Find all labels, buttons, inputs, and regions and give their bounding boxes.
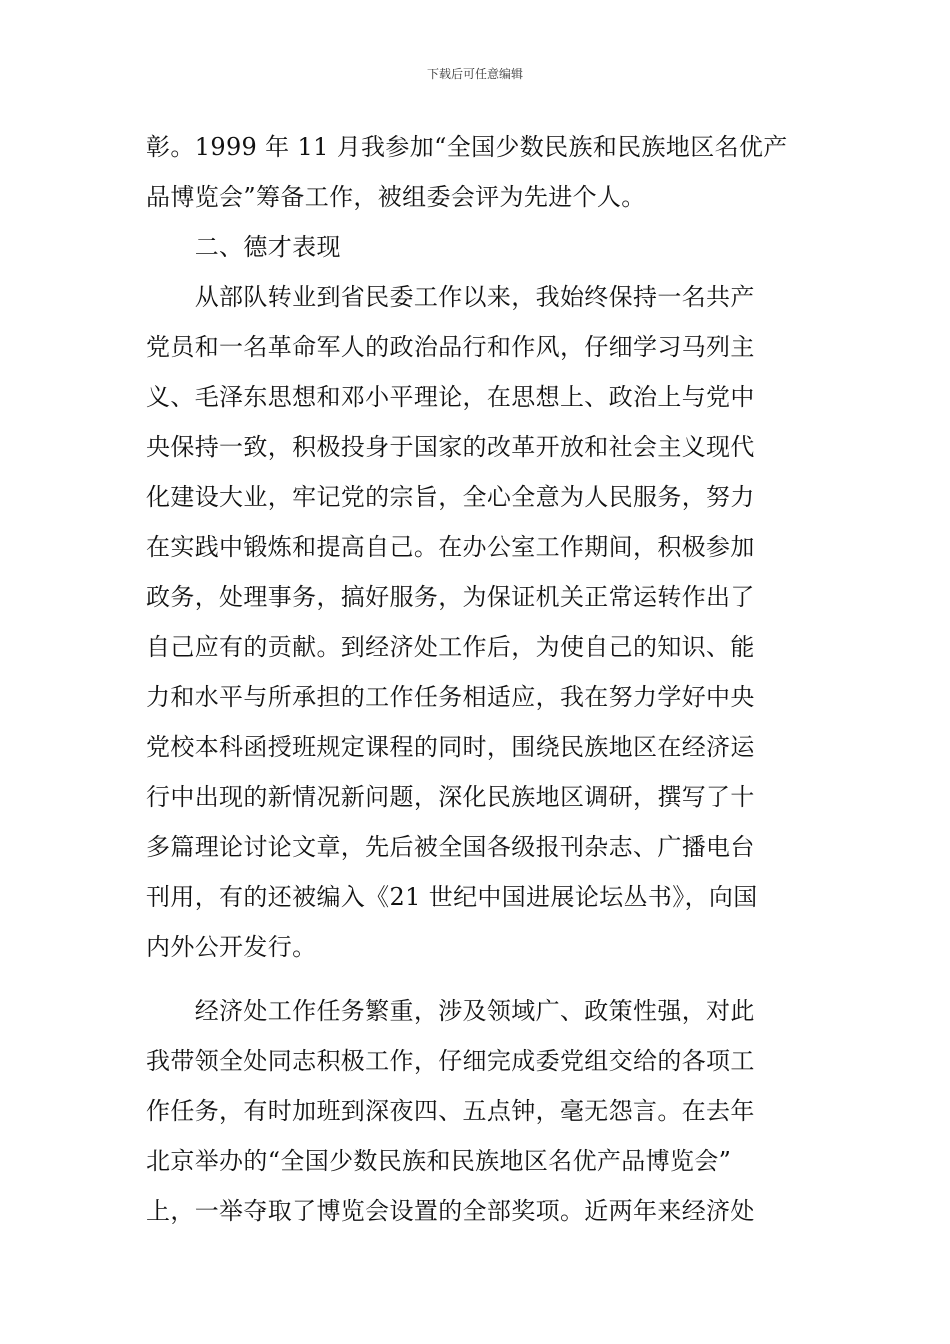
text-line: 政务，处理事务，搞好服务，为保证机关正常运转作出了 [146, 583, 755, 611]
text-line: 力和水平与所承担的工作任务相适应，我在努力学好中央 [146, 683, 755, 711]
text-line: 经济处工作任务繁重，涉及领域广、政策性强，对此 [146, 997, 755, 1025]
text-line: 多篇理论讨论文章，先后被全国各级报刊杂志、广播电台 [146, 833, 755, 861]
text-line: 刊用，有的还被编入《21 世纪中国进展论坛丛书》，向国 [146, 883, 758, 911]
text-line: 自己应有的贡献。到经济处工作后，为使自己的知识、能 [146, 633, 755, 661]
text-line: 北京举办的“全国少数民族和民族地区名优产品博览会” [146, 1147, 732, 1175]
text-line: 化建设大业，牢记党的宗旨，全心全意为人民服务，努力 [146, 483, 755, 511]
text-line: 在实践中锻炼和提高自己。在办公室工作期间，积极参加 [146, 533, 755, 561]
paragraph-gap [146, 972, 806, 986]
text-line: 党员和一名革命军人的政治品行和作风，仔细学习马列主 [146, 333, 755, 361]
text-line: 作任务，有时加班到深夜四、五点钟，毫无怨言。在去年 [146, 1097, 755, 1125]
text-line: 彰。1999 年 11 月我参加“全国少数民族和民族地区名优产 [146, 133, 788, 161]
document-body [146, 122, 806, 1236]
text-line: 行中出现的新情况新问题，深化民族地区调研，撰写了十 [146, 783, 755, 811]
text-line: 我带领全处同志积极工作，仔细完成委党组交给的各项工 [146, 1047, 755, 1075]
text-line: 品博览会”筹备工作，被组委会评为先进个人。 [146, 183, 646, 211]
text-line: 义、毛泽东思想和邓小平理论，在思想上、政治上与党中 [146, 383, 755, 411]
text-line: 上，一举夺取了博览会设置的全部奖项。近两年来经济处 [146, 1197, 755, 1225]
text-line: 党校本科函授班规定课程的同时，围绕民族地区在经济运 [146, 733, 755, 761]
page-header: 下载后可任意编辑 [426, 67, 523, 81]
section-heading: 二、德才表现 [146, 233, 341, 261]
text-line: 央保持一致，积极投身于国家的改革开放和社会主义现代 [146, 433, 755, 461]
text-line: 内外公开发行。 [146, 933, 317, 961]
text-line: 从部队转业到省民委工作以来，我始终保持一名共产 [146, 283, 755, 311]
